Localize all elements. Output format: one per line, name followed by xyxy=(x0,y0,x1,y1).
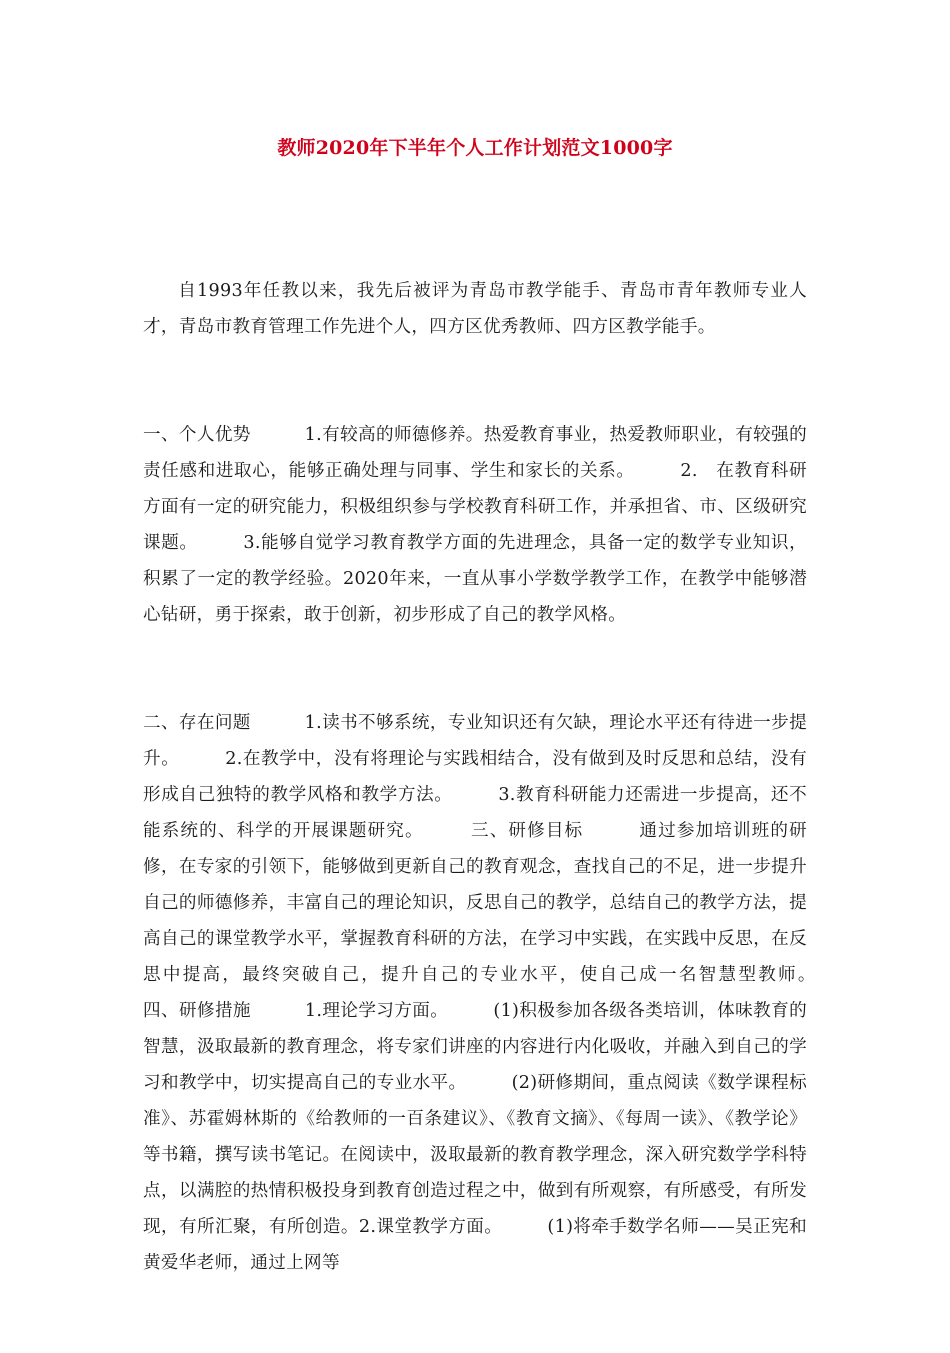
paragraph-problems-goals-measures: 二、存在问题 1.读书不够系统，专业知识还有欠缺，理论水平还有待进一步提升。 2.在教学中，没有将理论与实践相结合，没有做到及时反思和总结，没有形成自己独特的教学风格和教学方法。 3.教育科研能力还需进一步提高，还不能系统的、科学的开展课题研究。 三、研修目标 通过参加培训班的研修，在专家的引领下，能够做到更新自己的教育观念，查找自己的不足，进一步提升自己的师德修养，丰富自己的理论知识，反思自己的教学，总结自己的教学方法，提高自己的课堂教学水平，掌握教育科研的方法，在学习中实践，在实践中反思，在反思中提高，最终突破自己，提升自己的专业水平，使自己成一名智慧型教师。 四、研修措施 1.理论学习方面。 (1)积极参加各级各类培训，体味教育的智慧，汲取最新的教育理念，将专家们讲座的内容进行内化吸收，并融入到自己的学习和教学中，切实提高自己的专业水平。 (2)研修期间，重点阅读《数学课程标准》、苏霍姆林斯的《给教师的一百条建议》、《教育文摘》、《每周一读》、《教学论》等书籍，撰写读书笔记。在阅读中，汲取最新的教育教学理念，深入研究数学学科特点，以满腔的热情积极投身到教育创造过程之中，做到有所观察，有所感受，有所发现，有所汇聚，有所创造。2.课堂教学方面。 (1)将牵手数学名师——吴正宪和黄爱华老师，通过上网等 xyxy=(143,713,861,1273)
document-body xyxy=(143,201,861,1353)
paragraph-personal-strengths: 一、个人优势 1.有较高的师德修养。热爱教育事业，热爱教师职业，有较强的责任感和进取心，能够正确处理与同事、学生和家长的关系。 2. 在教育科研方面有一定的研究能力，积极组织参与学校教育科研工作，并承担省、市、区级研究课题。 3.能够自觉学习教育教学方面的先进理念，具备一定的数学专业知识，积累了一定的教学经验。2020年来，一直从事小学数学教学工作，在教学中能够潜心钻研，勇于探索，敢于创新，初步形成了自己的教学风格。 xyxy=(143,425,807,625)
paragraph-intro: 自1993年任教以来，我先后被评为青岛市教学能手、青岛市青年教师专业人才，青岛市教育管理工作先进个人，四方区优秀教师、四方区教学能手。 xyxy=(143,281,807,337)
document-title: 教师2020年下半年个人工作计划范文1000字 xyxy=(277,137,673,159)
